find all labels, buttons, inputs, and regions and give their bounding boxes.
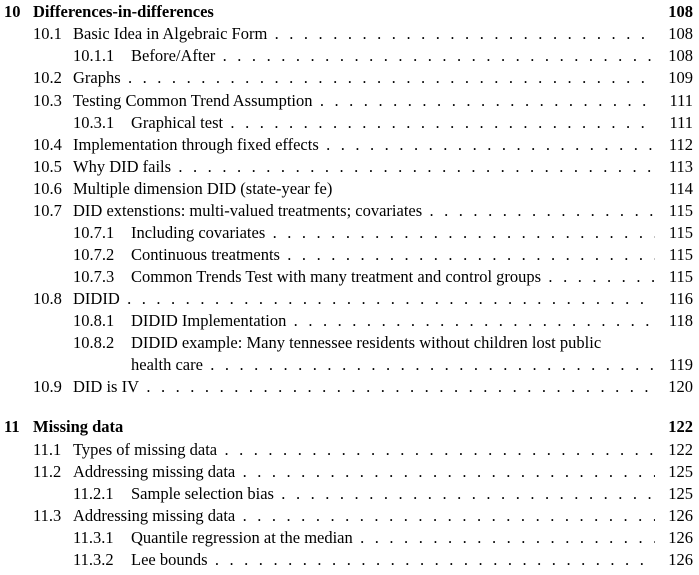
- subsection-number: 10.8.1: [73, 311, 115, 330]
- subsection-title-continuation: health care . . .: [131, 354, 655, 376]
- toc-entry[interactable]: [0, 483, 699, 505]
- subsection-title: Continuous treatments . . .: [131, 244, 655, 266]
- page-number: 122: [668, 417, 693, 436]
- section-title: Testing Common Trend Assumption . . .: [73, 90, 655, 112]
- chapter-number: 10: [4, 2, 21, 21]
- subsection-number: 10.8.2: [73, 333, 115, 352]
- page-number: 119: [668, 355, 693, 374]
- toc-chapter-11[interactable]: [0, 416, 699, 438]
- section-title: Multiple dimension DID (state-year fe): [73, 179, 333, 198]
- toc-entry[interactable]: [0, 310, 699, 332]
- toc-chapter-10[interactable]: [0, 1, 699, 23]
- subsection-number: 10.1.1: [73, 46, 115, 65]
- section-title: Graphs . . .: [73, 67, 655, 89]
- page-number: 118: [668, 311, 693, 330]
- section-title: Addressing missing data . . .: [73, 461, 655, 483]
- page-number: 126: [668, 506, 693, 525]
- page-number: 126: [668, 528, 693, 547]
- toc-entry[interactable]: [0, 461, 699, 483]
- chapter-title: Missing data: [33, 417, 124, 436]
- toc-entry[interactable]: [0, 222, 699, 244]
- subsection-title: DIDID Implementation . . .: [131, 310, 655, 332]
- subsection-number: 11.3.2: [73, 550, 114, 569]
- section-title: Basic Idea in Algebraic Form . . .: [73, 23, 655, 45]
- subsection-number: 10.7.1: [73, 223, 115, 242]
- page-number: 113: [668, 157, 693, 176]
- subsection-number: 10.7.3: [73, 267, 115, 286]
- page-number: 126: [668, 550, 693, 569]
- section-title: Addressing missing data . . .: [73, 505, 655, 527]
- subsection-number: 10.3.1: [73, 113, 115, 132]
- section-number: 10.7: [33, 201, 62, 220]
- page-number: 114: [668, 179, 693, 198]
- page-number: 125: [668, 462, 693, 481]
- section-title: DID extenstions: multi-valued treatments; covariates . . .: [73, 200, 655, 222]
- section-number: 10.1: [33, 24, 62, 43]
- section-number: 10.6: [33, 179, 62, 198]
- toc-entry[interactable]: [0, 244, 699, 266]
- toc-entry[interactable]: [0, 332, 699, 354]
- toc-entry[interactable]: [0, 288, 699, 310]
- section-number: 11.1: [33, 440, 62, 459]
- toc-entry[interactable]: [0, 527, 699, 549]
- page-number: 115: [668, 245, 693, 264]
- subsection-title: Before/After . . .: [131, 45, 655, 67]
- subsection-title: Common Trends Test with many treatment and control groups . . .: [131, 266, 655, 288]
- toc-entry[interactable]: [0, 549, 699, 571]
- section-number: 10.5: [33, 157, 62, 176]
- section-number: 10.4: [33, 135, 62, 154]
- section-title: Implementation through fixed effects . . .: [73, 134, 655, 156]
- page-number: 115: [668, 201, 693, 220]
- subsection-title: Including covariates . . .: [131, 222, 655, 244]
- page-number: 111: [669, 91, 693, 110]
- subsection-title: Sample selection bias . . .: [131, 483, 655, 505]
- toc-entry[interactable]: [0, 266, 699, 288]
- page-number: 120: [668, 377, 693, 396]
- page-number: 108: [668, 46, 693, 65]
- subsection-number: 11.3.1: [73, 528, 114, 547]
- section-title: DID is IV . . .: [73, 376, 655, 398]
- toc-entry[interactable]: [0, 23, 699, 45]
- page-number: 109: [668, 68, 693, 87]
- page-number: 122: [668, 440, 693, 459]
- subsection-title: Graphical test . . .: [131, 112, 655, 134]
- page-number: 115: [668, 223, 693, 242]
- page-number: 108: [668, 2, 693, 21]
- toc-entry[interactable]: [0, 112, 699, 134]
- toc-entry[interactable]: [0, 90, 699, 112]
- subsection-title: DIDID example: Many tennessee residents without children lost public: [131, 333, 602, 352]
- section-number: 11.2: [33, 462, 62, 481]
- toc-entry[interactable]: [0, 376, 699, 398]
- page-number: 112: [668, 135, 693, 154]
- section-title: DIDID . . .: [73, 288, 655, 310]
- page-number: 108: [668, 24, 693, 43]
- subsection-title: Quantile regression at the median . . .: [131, 527, 655, 549]
- section-title: Why DID fails . . .: [73, 156, 655, 178]
- toc-entry[interactable]: [0, 45, 699, 67]
- subsection-number: 10.7.2: [73, 245, 115, 264]
- chapter-number: 11: [4, 417, 20, 436]
- section-number: 11.3: [33, 506, 62, 525]
- toc-entry[interactable]: [0, 505, 699, 527]
- page-number: 125: [668, 484, 693, 503]
- section-number: 10.9: [33, 377, 62, 396]
- section-number: 10.3: [33, 91, 62, 110]
- toc-entry[interactable]: [0, 439, 699, 461]
- toc-entry[interactable]: [0, 67, 699, 89]
- page-number: 116: [668, 289, 693, 308]
- page-number: 115: [668, 267, 693, 286]
- subsection-title: Lee bounds . . .: [131, 549, 655, 571]
- toc-entry-continuation[interactable]: [0, 354, 699, 376]
- section-number: 10.2: [33, 68, 62, 87]
- page-number: 111: [669, 113, 693, 132]
- section-number: 10.8: [33, 289, 62, 308]
- chapter-title: Differences-in-differences: [33, 2, 214, 21]
- toc-entry[interactable]: [0, 178, 699, 200]
- toc-entry[interactable]: [0, 156, 699, 178]
- toc-entry[interactable]: [0, 134, 699, 156]
- section-title: Types of missing data . . .: [73, 439, 655, 461]
- subsection-number: 11.2.1: [73, 484, 114, 503]
- toc-entry[interactable]: [0, 200, 699, 222]
